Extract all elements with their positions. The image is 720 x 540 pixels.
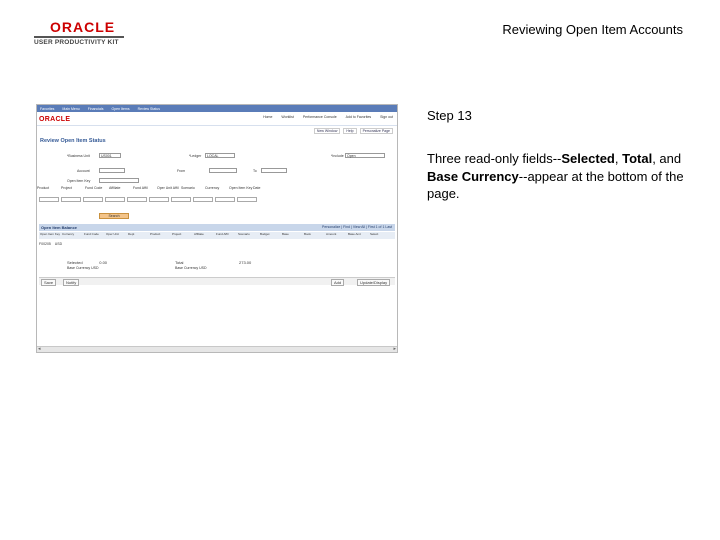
column-header: Product xyxy=(37,186,50,190)
oracle-upk-logo xyxy=(34,20,124,46)
save-button[interactable]: Save xyxy=(41,279,56,286)
business-unit-input[interactable]: US001 xyxy=(99,153,121,158)
criteria-input-row xyxy=(39,197,395,203)
personalize-page-link[interactable]: Personalize Page xyxy=(360,128,393,134)
grid-header: Fund Code xyxy=(84,232,99,236)
step-desc-separator: , xyxy=(614,151,623,166)
ledger-label: *Ledger xyxy=(189,154,202,158)
grid-header: Product xyxy=(150,232,161,236)
grid-header: Base Amt xyxy=(348,232,361,236)
nav-item[interactable]: Favorites xyxy=(40,106,55,111)
top-links xyxy=(263,115,393,119)
column-header: Scenario xyxy=(181,186,195,190)
application-screenshot xyxy=(36,104,398,353)
help-link[interactable]: Help xyxy=(343,128,356,134)
grid-title-bar xyxy=(39,224,395,231)
nav-item[interactable]: Open Items xyxy=(111,106,130,111)
worklist-link[interactable]: Worklist xyxy=(281,115,294,119)
search-button[interactable]: Search xyxy=(99,213,129,219)
grid-header: Project xyxy=(172,232,182,236)
column-header: Oper Unit Affil xyxy=(157,186,179,190)
grid-header: Open Item Key xyxy=(40,232,61,236)
to-date-label: To xyxy=(253,169,257,173)
include-select[interactable]: Open xyxy=(345,153,385,158)
base-currency-value: USD xyxy=(199,266,207,270)
add-button[interactable]: Add xyxy=(331,279,344,286)
performance-console-link[interactable]: Performance Console xyxy=(302,115,337,119)
open-item-key-cell: F00205 xyxy=(39,242,51,246)
grid-header: Select xyxy=(370,232,379,236)
grid-header: Currency xyxy=(62,232,75,236)
open-item-key-label: Open Item Key xyxy=(67,179,91,183)
page-title: Review Open Item Status xyxy=(40,138,106,144)
step-desc-separator: , and xyxy=(652,151,682,166)
sign-out-link[interactable]: Sign out xyxy=(380,115,393,119)
selected-label: Selected xyxy=(67,260,83,265)
base-currency-label: Base Currency xyxy=(67,266,91,270)
step-description xyxy=(427,150,687,203)
include-label: *Include xyxy=(331,154,344,158)
slide-title: Reviewing Open Item Accounts xyxy=(502,22,683,37)
column-header: Fund Affil xyxy=(133,186,148,190)
grid-header: Affiliate xyxy=(194,232,204,236)
grid-header: Scenario xyxy=(238,232,250,236)
page-links xyxy=(314,128,393,134)
total-base-currency-field xyxy=(175,266,207,270)
app-header xyxy=(37,112,397,126)
total-value: 273.00 xyxy=(239,260,252,265)
column-header: Currency xyxy=(205,186,220,190)
criteria-input[interactable] xyxy=(149,197,169,202)
criteria-input[interactable] xyxy=(127,197,147,202)
grid-header: Fund Affil xyxy=(216,232,229,236)
total-label: Total xyxy=(175,260,184,265)
criteria-input[interactable] xyxy=(215,197,235,202)
page-toolbar xyxy=(39,277,395,285)
scroll-right-arrow-icon[interactable]: ▸ xyxy=(393,346,396,352)
account-label: Account xyxy=(77,169,90,173)
grid-navigation[interactable]: Personalize | Find | View All | First 1 of 1 Last xyxy=(322,225,392,229)
selected-value: 0.00 xyxy=(99,260,108,265)
notify-button[interactable]: Notify xyxy=(63,279,79,286)
grid-header: Book xyxy=(304,232,311,236)
criteria-input[interactable] xyxy=(193,197,213,202)
total-field-name: Total xyxy=(622,151,653,166)
step-label: Step 13 xyxy=(427,108,472,123)
from-date-label: From xyxy=(177,169,186,173)
app-brand: ORACLE xyxy=(39,116,71,123)
logo-brand: ORACLE xyxy=(50,19,116,35)
nav-item[interactable]: Review Status xyxy=(137,106,160,111)
grid-header-row xyxy=(39,232,395,239)
base-currency-field-name: Base Currency xyxy=(427,168,519,184)
column-header: Fund Code xyxy=(85,186,103,190)
grid-header: Oper Unit xyxy=(106,232,119,236)
to-date-input[interactable] xyxy=(261,168,287,173)
currency-cell: USD xyxy=(54,242,63,246)
criteria-input[interactable] xyxy=(237,197,257,202)
grid-header: Budget xyxy=(260,232,270,236)
base-currency-label: Base Currency xyxy=(175,266,199,270)
page-subheader xyxy=(37,126,397,146)
new-window-link[interactable]: New Window xyxy=(314,128,340,134)
criteria-input[interactable] xyxy=(105,197,125,202)
update-display-button[interactable]: Update/Display xyxy=(357,279,390,286)
grid-header: Amount xyxy=(326,232,337,236)
horizontal-scrollbar[interactable] xyxy=(37,346,397,352)
table-row xyxy=(39,242,62,246)
scroll-left-arrow-icon[interactable]: ◂ xyxy=(38,346,41,352)
ledger-select[interactable]: LOCAL xyxy=(205,153,235,158)
criteria-input[interactable] xyxy=(61,197,81,202)
from-date-input[interactable] xyxy=(209,168,237,173)
grid-title: Open Item Balance xyxy=(41,225,78,230)
grid-header: Dept xyxy=(128,232,135,236)
criteria-input[interactable] xyxy=(39,197,59,202)
column-header: Project xyxy=(61,186,72,190)
step-desc-outro: --appear at the bottom of the page. xyxy=(427,168,684,201)
home-link[interactable]: Home xyxy=(263,115,273,119)
column-header: Affiliate xyxy=(109,186,121,190)
criteria-column-headers xyxy=(37,186,397,190)
add-to-favorites-link[interactable]: Add to Favorites xyxy=(345,115,372,119)
column-header: Open Item Key xyxy=(229,186,253,190)
logo-subtitle: USER PRODUCTIVITY KIT xyxy=(34,39,119,46)
criteria-input[interactable] xyxy=(171,197,191,202)
base-currency-value: USD xyxy=(91,266,99,270)
logo-divider xyxy=(34,36,124,38)
step-desc-intro: Three read-only fields-- xyxy=(427,151,562,166)
nav-item[interactable]: Main Menu xyxy=(62,106,80,111)
selected-field-name: Selected xyxy=(561,151,615,166)
column-header: Date xyxy=(253,186,261,190)
account-input[interactable] xyxy=(99,168,125,173)
open-item-key-input[interactable] xyxy=(99,178,139,183)
base-currency-field xyxy=(67,266,99,270)
selected-field xyxy=(67,260,107,265)
nav-item[interactable]: Financials xyxy=(87,106,104,111)
criteria-input[interactable] xyxy=(83,197,103,202)
grid-header: Base xyxy=(282,232,289,236)
business-unit-label: *Business Unit xyxy=(67,154,90,158)
nav-bar xyxy=(37,105,397,112)
